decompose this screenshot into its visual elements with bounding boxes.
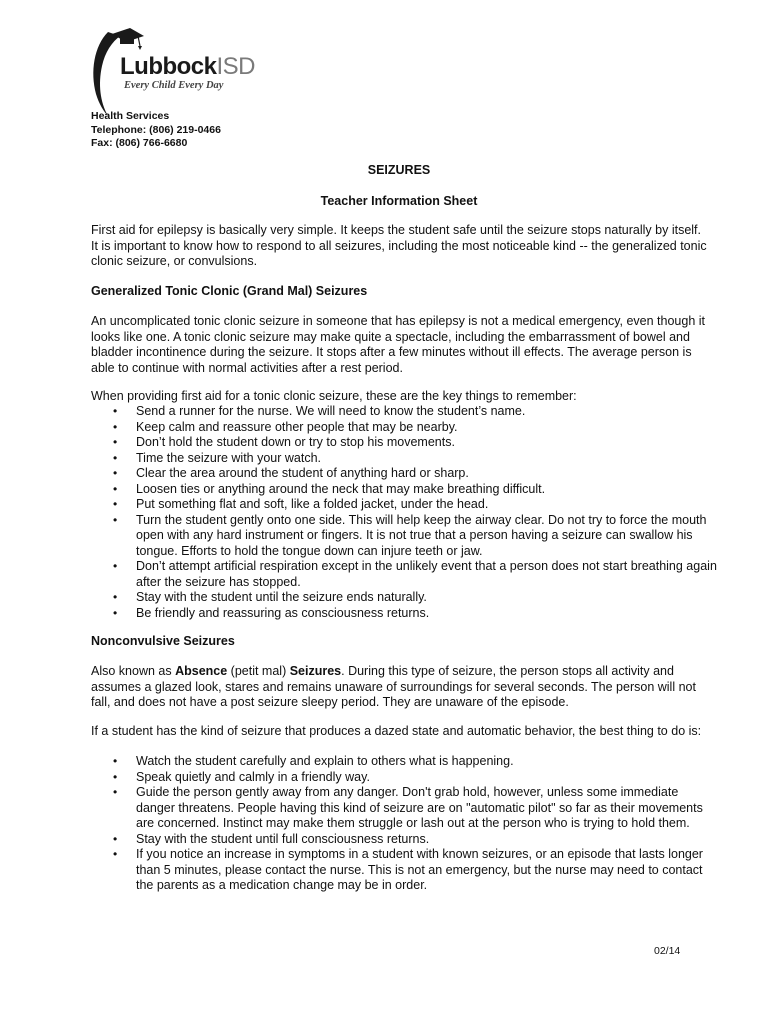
bullet-icon: • <box>113 419 118 434</box>
list-item: • Speak quietly and calmly in a friendly way. <box>113 769 370 784</box>
list-item: • Put something flat and soft, like a folded jacket, under the head. <box>113 497 489 511</box>
list-item: • Don’t hold the student down or try to stop his movements. <box>113 435 455 449</box>
list-item: • Be friendly and reassuring as consciousness returns. <box>113 605 430 620</box>
bullet-icon: • <box>113 831 118 846</box>
bullet-icon: • <box>113 481 118 496</box>
list-item: • Turn the student gently onto one side. This will help keep the airway clear. Do not try to force the mouth open with any hard instrument or fingers. It is not true that a person having a seizure can swallow his tongue. Efforts to hold the tongue down can injure teeth or jaw. <box>113 512 707 558</box>
bullet-icon: • <box>113 512 118 527</box>
list-item: • Stay with the student until the seizure ends naturally. <box>113 590 427 604</box>
department-label: Health Services <box>91 110 170 122</box>
bullet-icon: • <box>113 466 118 480</box>
key-things-intro: When providing first aid for a tonic clonic seizure, these are the key things to remember: <box>91 389 577 403</box>
list-item: • Don’t attempt artificial respiration except in the unlikely event that a person does not start breathing again after the seizure has stopped. <box>113 559 717 589</box>
page-title: SEIZURES <box>367 163 431 177</box>
bullet-icon: • <box>113 769 118 784</box>
nonconvulsive-steps-list <box>91 754 711 894</box>
list-item: • Clear the area around the student of anything hard or sharp. <box>113 466 469 480</box>
bullet-icon: • <box>113 785 118 799</box>
section-heading-tonic-clonic: Generalized Tonic Clonic (Grand Mal) Seizures <box>91 284 368 298</box>
intro-paragraph: First aid for epilepsy is basically very simple. It keeps the student safe until the seizure stops naturally by itself. It is important to know how to respond to all seizures, including the most noticeable kind -- the generalized tonic clonic seizure, or convulsions. <box>91 223 707 268</box>
logo-tagline: Every Child Every Day <box>124 80 224 91</box>
district-logo <box>86 24 256 120</box>
list-item: • Guide the person gently away from any danger. Don't grab hold, however, unless some immediate danger threatens. People having this kind of seizure are on "automatic pilot" so far as their movements are concerned. Instinct may make them struggle or lash out at the person who is trying to hold them. <box>113 785 703 830</box>
bullet-icon: • <box>113 404 118 418</box>
bullet-icon: • <box>113 847 118 861</box>
fax-number: Fax: (806) 766-6680 <box>91 137 188 149</box>
bullet-icon: • <box>113 559 118 573</box>
bullet-icon: • <box>113 450 118 465</box>
list-item: • Watch the student carefully and explain to others what is happening. <box>113 754 514 768</box>
contact-block <box>91 110 221 151</box>
list-item: • Send a runner for the nurse. We will need to know the student’s name. <box>113 404 526 418</box>
telephone-number: Telephone: (806) 219-0466 <box>91 123 221 136</box>
dazed-state-paragraph: If a student has the kind of seizure that produces a dazed state and automatic behavior, the best thing to do is: <box>91 724 702 738</box>
tonic-clonic-paragraph: An uncomplicated tonic clonic seizure in someone that has epilepsy is not a medical emergency, even though it looks like one. A tonic clonic seizure may make quite a spectacle, including the embarrassment of bowel and bladder incontinence during the seizure. It stops after a few minutes without ill effects. The average person is able to continue with normal activities after a rest period. <box>91 314 706 375</box>
list-item: • Time the seizure with your watch. <box>113 450 322 465</box>
list-item: • Keep calm and reassure other people that may be nearby. <box>113 419 458 434</box>
list-item: • Loosen ties or anything around the neck that may make breathing difficult. <box>113 481 546 496</box>
list-item: • If you notice an increase in symptoms in a student with known seizures, or an episode that lasts longer than 5 minutes, please contact the nurse. This is not an emergency, but the nurse may need to contact the parents as a medication change may be in order. <box>113 847 703 892</box>
bullet-icon: • <box>113 605 118 620</box>
tonic-clonic-steps-list <box>91 404 721 621</box>
bullet-icon: • <box>113 435 118 449</box>
section-heading-nonconvulsive: Nonconvulsive Seizures <box>91 634 235 648</box>
list-item: • Stay with the student until full consciousness returns. <box>113 831 430 846</box>
logo-wordmark: LubbockISD <box>120 53 256 80</box>
bullet-icon: • <box>113 590 118 604</box>
bullet-icon: • <box>113 497 118 511</box>
absence-paragraph: Also known as Absence (petit mal) Seizures. During this type of seizure, the person stops all activity and assumes a glazed look, stares and remains unaware of surroundings for several seconds. The person will not fall, and does not have a post seizure sleepy period. They are unaware of the episode. <box>91 664 696 709</box>
revision-date: 02/14 <box>654 945 681 957</box>
bullet-icon: • <box>113 754 118 768</box>
page-subtitle: Teacher Information Sheet <box>320 194 478 208</box>
